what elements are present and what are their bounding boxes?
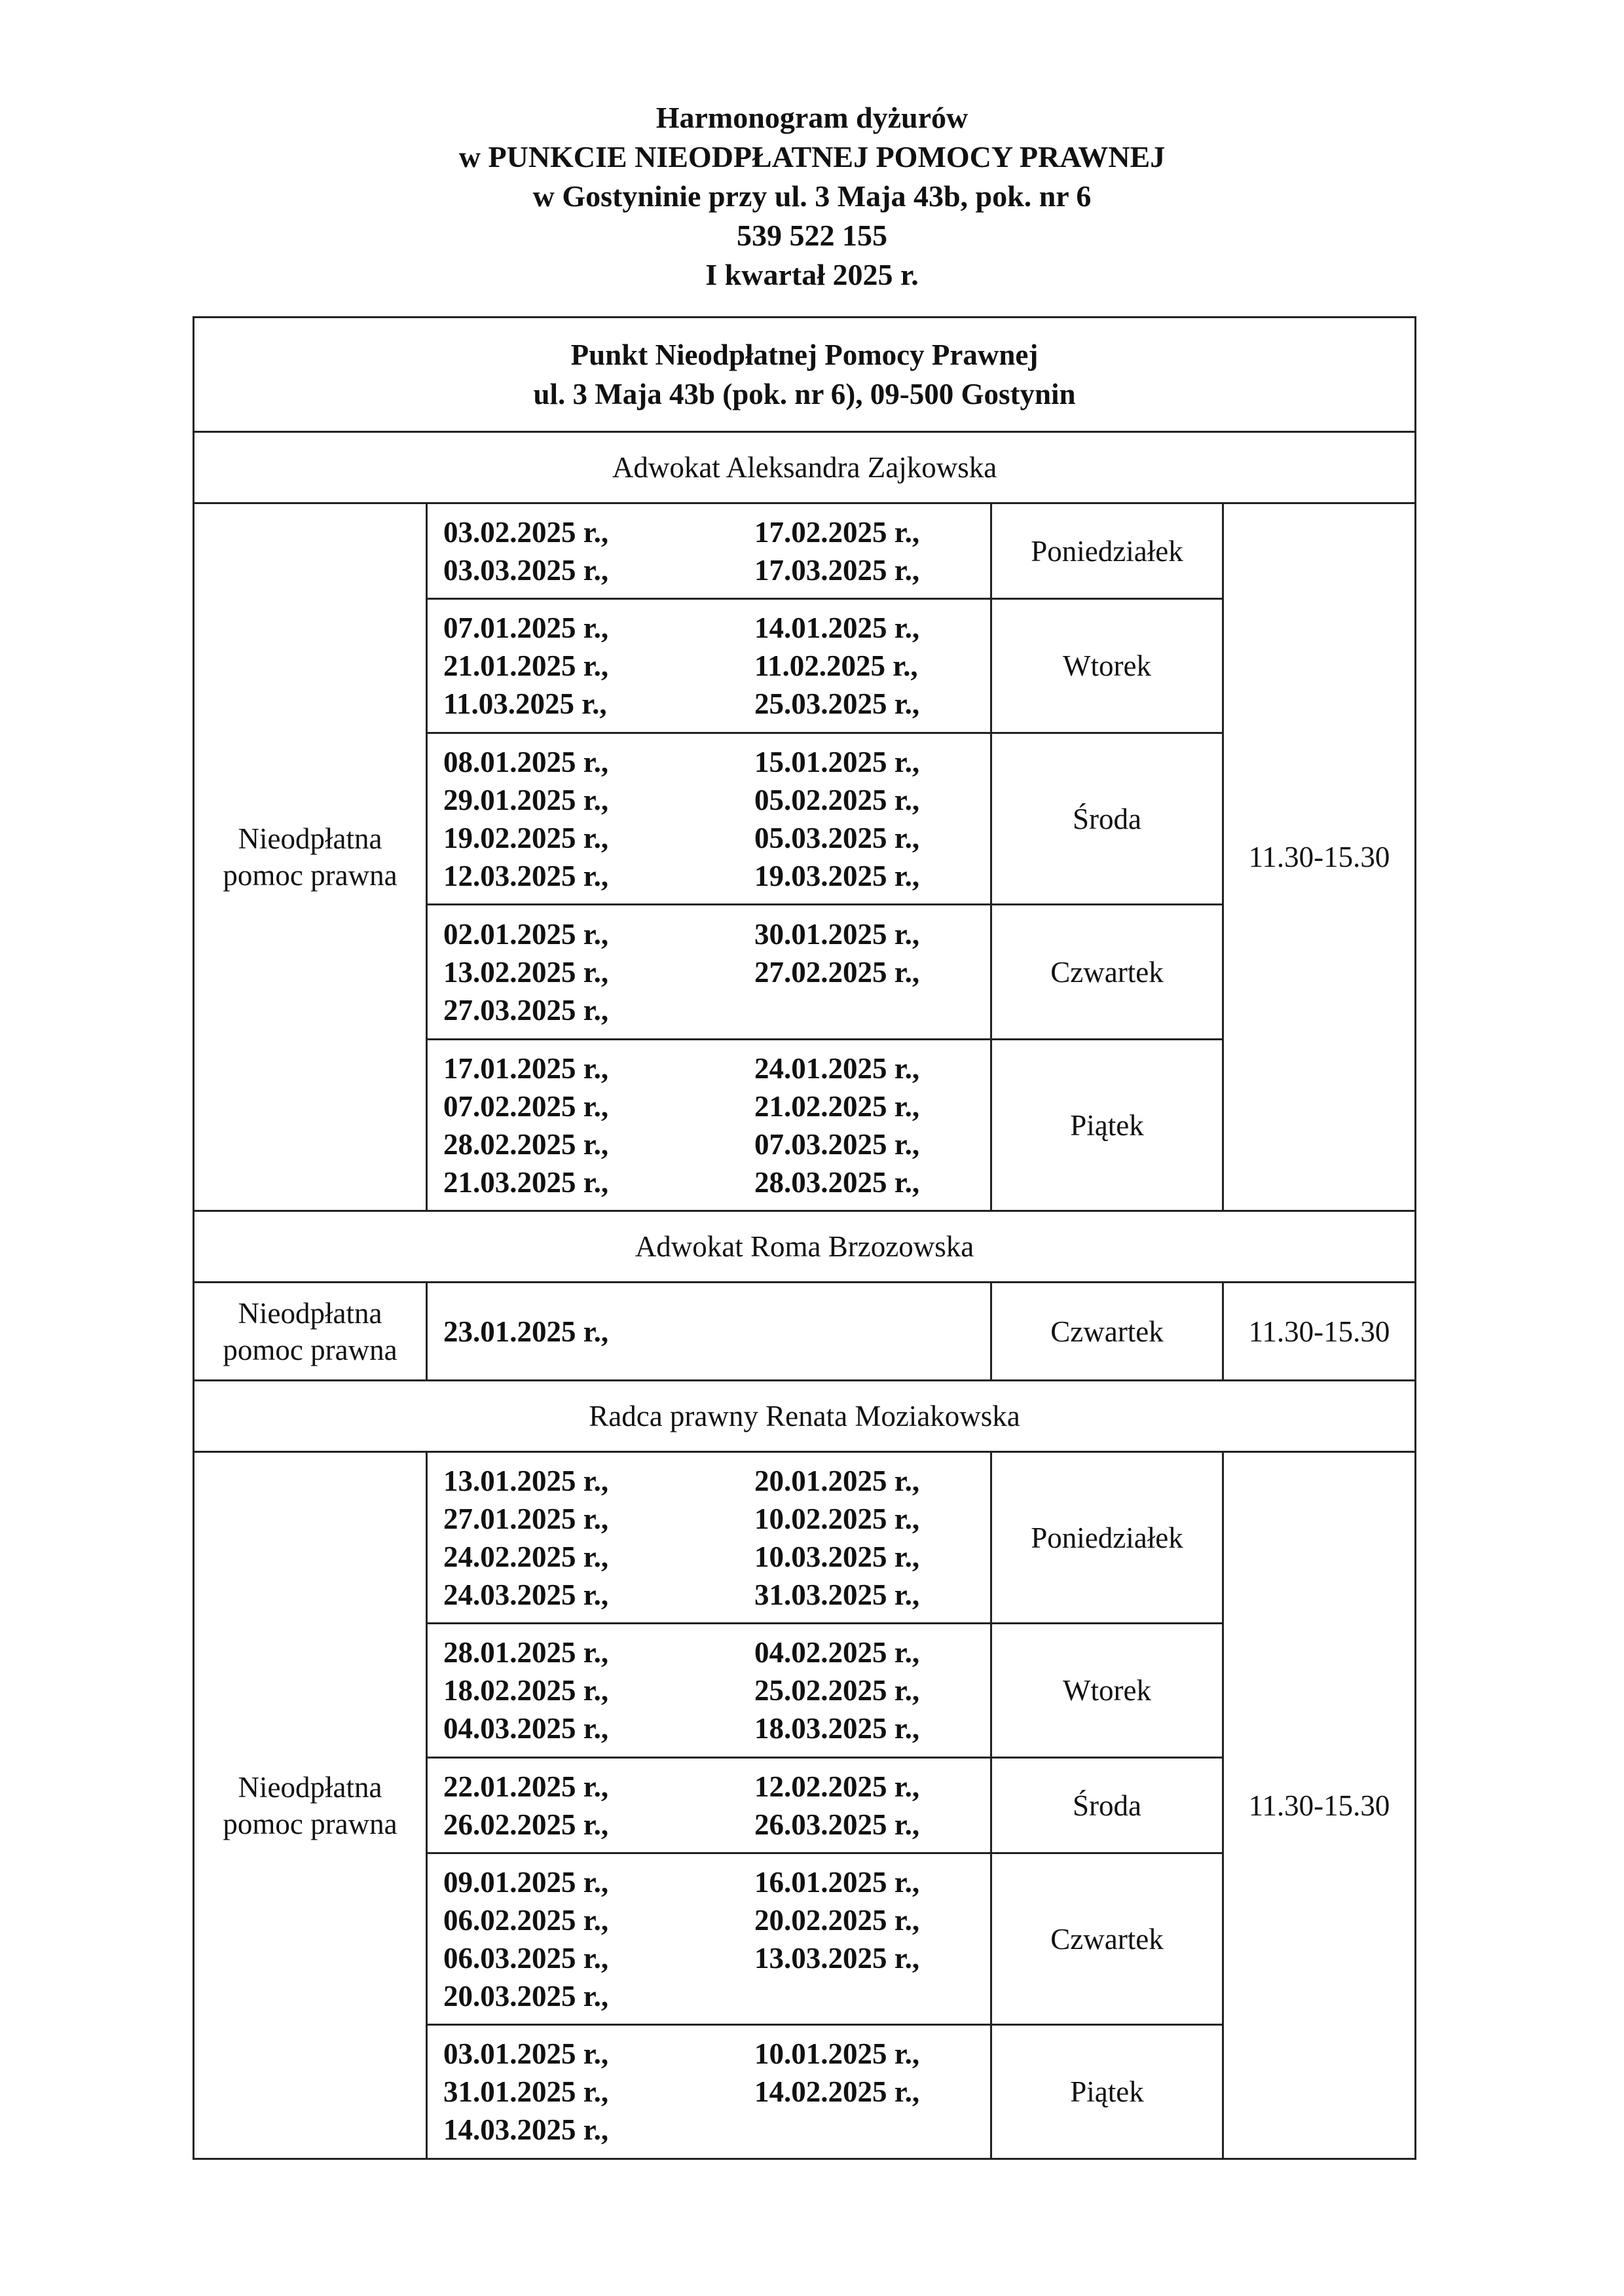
date-entry: 24.01.2025 r., xyxy=(754,1051,920,1085)
date-entry: 18.02.2025 r., xyxy=(443,1674,609,1707)
dates-grid xyxy=(443,1633,990,1747)
date-entry: 13.02.2025 r., xyxy=(443,955,609,989)
dates-cell xyxy=(427,1040,991,1211)
date-entry: 09.01.2025 r., xyxy=(443,1865,609,1899)
date-entry: 27.03.2025 r., xyxy=(443,993,609,1027)
service-label-line: Nieodpłatna xyxy=(238,1770,382,1804)
weekday-cell: Wtorek xyxy=(991,1624,1223,1758)
date-entry: 04.03.2025 r., xyxy=(443,1712,609,1745)
lawyer-row xyxy=(194,1381,1416,1452)
place-address: ul. 3 Maja 43b (pok. nr 6), 09-500 Gostynin xyxy=(533,378,1076,410)
date-entry: 23.01.2025 r., xyxy=(443,1315,609,1348)
date-entry: 28.02.2025 r., xyxy=(443,1127,609,1161)
header-quarter: I kwartał 2025 r. xyxy=(705,258,919,291)
dates-grid xyxy=(443,1768,990,1844)
date-entry: 06.03.2025 r., xyxy=(443,1941,609,1975)
date-entry: 12.03.2025 r., xyxy=(443,859,609,892)
dates-cell xyxy=(427,503,991,599)
lawyer-row xyxy=(194,432,1416,503)
weekday-cell: Czwartek xyxy=(991,1853,1223,2025)
header-subtitle: w PUNKCIE NIEODPŁATNEJ POMOCY PRAWNEJ xyxy=(458,140,1166,173)
date-entry: 03.03.2025 r., xyxy=(443,553,609,587)
weekday-cell: Poniedziałek xyxy=(991,503,1223,599)
date-entry: 05.02.2025 r., xyxy=(754,783,920,816)
dates-cell xyxy=(427,599,991,733)
service-label xyxy=(194,503,427,1211)
date-entry: 10.03.2025 r., xyxy=(754,1540,920,1573)
weekday-cell: Wtorek xyxy=(991,599,1223,733)
dates-grid xyxy=(443,1863,990,2015)
place-row xyxy=(194,318,1416,432)
dates-cell xyxy=(427,1758,991,1853)
date-entry: 05.03.2025 r., xyxy=(754,821,920,854)
weekday-cell: Piątek xyxy=(991,1040,1223,1211)
date-entry: 11.02.2025 r., xyxy=(754,649,918,682)
place-name: Punkt Nieodpłatnej Pomocy Prawnej xyxy=(570,338,1039,371)
date-entry: 25.03.2025 r., xyxy=(754,687,920,720)
date-entry: 24.03.2025 r., xyxy=(443,1578,609,1611)
date-entry: 31.03.2025 r., xyxy=(754,1578,920,1611)
service-label-line: pomoc prawna xyxy=(223,1807,397,1840)
date-entry: 07.01.2025 r., xyxy=(443,611,609,644)
hours-cell: 11.30-15.30 xyxy=(1223,503,1416,1211)
schedule-row xyxy=(194,503,1416,599)
date-entry: 15.01.2025 r., xyxy=(754,745,920,778)
date-entry: 21.01.2025 r., xyxy=(443,649,609,682)
dates-cell xyxy=(427,905,991,1040)
date-entry: 28.03.2025 r., xyxy=(754,1165,920,1199)
hours-cell: 11.30-15.30 xyxy=(1223,1283,1416,1381)
dates-cell xyxy=(427,1853,991,2025)
date-entry: 20.03.2025 r., xyxy=(443,1979,609,2013)
dates-grid xyxy=(443,513,990,589)
service-label-line: Nieodpłatna xyxy=(238,822,382,855)
date-entry: 29.01.2025 r., xyxy=(443,783,609,816)
date-entry: 13.03.2025 r., xyxy=(754,1941,920,1975)
date-entry: 25.02.2025 r., xyxy=(754,1674,920,1707)
weekday-cell: Czwartek xyxy=(991,1283,1223,1381)
lawyer-name: Adwokat Aleksandra Zajkowska xyxy=(194,432,1416,503)
date-entry: 13.01.2025 r., xyxy=(443,1464,609,1497)
date-entry: 04.02.2025 r., xyxy=(754,1636,920,1669)
date-entry: 11.03.2025 r., xyxy=(443,687,607,720)
weekday-cell: Czwartek xyxy=(991,905,1223,1040)
dates-cell xyxy=(427,1624,991,1758)
schedule-row xyxy=(194,1283,1416,1381)
date-entry: 02.01.2025 r., xyxy=(443,917,609,951)
date-entry: 07.02.2025 r., xyxy=(443,1089,609,1123)
date-entry: 18.03.2025 r., xyxy=(754,1712,920,1745)
date-entry: 27.01.2025 r., xyxy=(443,1502,609,1535)
date-entry: 20.02.2025 r., xyxy=(754,1903,920,1937)
date-entry: 10.01.2025 r., xyxy=(754,2037,920,2070)
dates-grid xyxy=(443,1313,990,1351)
date-entry: 19.02.2025 r., xyxy=(443,821,609,854)
hours-cell: 11.30-15.30 xyxy=(1223,1452,1416,2159)
date-entry: 06.02.2025 r., xyxy=(443,1903,609,1937)
lawyer-name: Radca prawny Renata Moziakowska xyxy=(194,1381,1416,1452)
date-entry: 26.03.2025 r., xyxy=(754,1808,920,1841)
date-entry: 07.03.2025 r., xyxy=(754,1127,920,1161)
dates-grid xyxy=(443,2035,990,2149)
date-entry: 17.02.2025 r., xyxy=(754,515,920,549)
schedule-row xyxy=(194,1452,1416,1624)
weekday-cell: Środa xyxy=(991,733,1223,905)
header-address: w Gostyninie przy ul. 3 Maja 43b, pok. nr 6 xyxy=(532,179,1092,213)
document-header xyxy=(0,98,1624,295)
service-label-line: pomoc prawna xyxy=(223,859,397,892)
date-entry: 28.01.2025 r., xyxy=(443,1636,609,1669)
date-entry: 03.01.2025 r., xyxy=(443,2037,609,2070)
schedule-body xyxy=(194,318,1416,2159)
date-entry: 22.01.2025 r., xyxy=(443,1770,609,1803)
date-entry: 26.02.2025 r., xyxy=(443,1808,609,1841)
header-title: Harmonogram dyżurów xyxy=(655,101,969,134)
date-entry: 14.02.2025 r., xyxy=(754,2075,920,2108)
dates-grid xyxy=(443,1462,990,1614)
date-entry: 12.02.2025 r., xyxy=(754,1770,920,1803)
lawyer-name: Adwokat Roma Brzozowska xyxy=(194,1211,1416,1283)
schedule-table xyxy=(193,316,1416,2160)
date-entry: 24.02.2025 r., xyxy=(443,1540,609,1573)
weekday-cell: Poniedziałek xyxy=(991,1452,1223,1624)
date-entry: 03.02.2025 r., xyxy=(443,515,609,549)
dates-cell xyxy=(427,1283,991,1381)
dates-grid xyxy=(443,1049,990,1201)
dates-cell xyxy=(427,1452,991,1624)
date-entry: 16.01.2025 r., xyxy=(754,1865,920,1899)
weekday-cell: Piątek xyxy=(991,2025,1223,2159)
dates-grid xyxy=(443,743,990,895)
service-label-line: Nieodpłatna xyxy=(238,1296,382,1330)
service-label-line: pomoc prawna xyxy=(223,1333,397,1366)
date-entry: 31.01.2025 r., xyxy=(443,2075,609,2108)
date-entry: 30.01.2025 r., xyxy=(754,917,920,951)
date-entry: 21.02.2025 r., xyxy=(754,1089,920,1123)
date-entry: 21.03.2025 r., xyxy=(443,1165,609,1199)
date-entry: 08.01.2025 r., xyxy=(443,745,609,778)
dates-grid xyxy=(443,915,990,1029)
date-entry: 17.01.2025 r., xyxy=(443,1051,609,1085)
date-entry: 20.01.2025 r., xyxy=(754,1464,920,1497)
lawyer-row xyxy=(194,1211,1416,1283)
service-label xyxy=(194,1452,427,2159)
date-entry: 10.02.2025 r., xyxy=(754,1502,920,1535)
dates-cell xyxy=(427,2025,991,2159)
header-phone: 539 522 155 xyxy=(737,219,887,252)
dates-grid xyxy=(443,609,990,723)
date-entry: 14.01.2025 r., xyxy=(754,611,920,644)
dates-cell xyxy=(427,733,991,905)
place-cell xyxy=(194,318,1416,432)
date-entry: 14.03.2025 r., xyxy=(443,2113,609,2146)
service-label xyxy=(194,1283,427,1381)
date-entry: 19.03.2025 r., xyxy=(754,859,920,892)
date-entry: 17.03.2025 r., xyxy=(754,553,920,587)
weekday-cell: Środa xyxy=(991,1758,1223,1853)
date-entry: 27.02.2025 r., xyxy=(754,955,920,989)
